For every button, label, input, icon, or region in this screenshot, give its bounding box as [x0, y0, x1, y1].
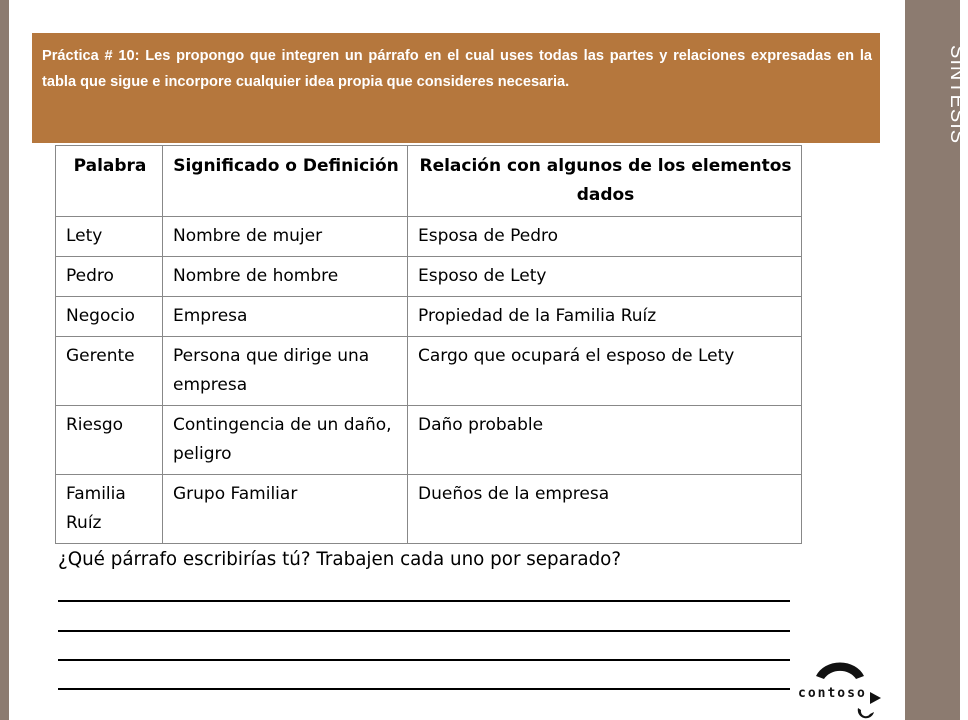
header-word: Palabra: [56, 146, 163, 217]
table-row: [56, 297, 802, 337]
cell-relation: Cargo que ocupará el esposo de Lety: [408, 337, 802, 406]
table-row: [56, 217, 802, 257]
section-title-text: SÍNTESIS: [946, 45, 968, 145]
cell-meaning: Persona que dirige una empresa: [163, 337, 408, 406]
cell-relation: Dueños de la empresa: [408, 475, 802, 544]
cell-word: Familia Ruíz: [56, 475, 163, 544]
table-header-row: [56, 146, 802, 217]
answer-line: [58, 659, 790, 661]
logo-arc-shape: [816, 662, 864, 679]
cell-word: Negocio: [56, 297, 163, 337]
cell-relation: Esposo de Lety: [408, 257, 802, 297]
answer-line: [58, 688, 790, 690]
logo-text: contoso: [798, 686, 867, 701]
left-decorative-bar: [0, 0, 9, 720]
cell-relation: Propiedad de la Familia Ruíz: [408, 297, 802, 337]
table-row: [56, 475, 802, 544]
logo-swirl-shape: [858, 708, 874, 718]
answer-line: [58, 600, 790, 602]
cell-word: Pedro: [56, 257, 163, 297]
vocabulary-table: [55, 145, 802, 544]
answer-line: [58, 630, 790, 632]
cell-relation: Esposa de Pedro: [408, 217, 802, 257]
table-row: [56, 406, 802, 475]
cell-meaning: Nombre de hombre: [163, 257, 408, 297]
table-row: [56, 337, 802, 406]
contoso-logo: [790, 652, 886, 718]
cell-meaning: Nombre de mujer: [163, 217, 408, 257]
cell-meaning: Contingencia de un daño, peligro: [163, 406, 408, 475]
header-relation: Relación con algunos de los elementos dados: [408, 146, 802, 217]
instruction-text: Práctica # 10: Les propongo que integren un párrafo en el cual uses todas las partes y relaciones expresadas en la tabla que sigue e incorpore cualquier idea propia que consideres necesaria.: [42, 48, 872, 90]
cell-word: Gerente: [56, 337, 163, 406]
cell-word: Lety: [56, 217, 163, 257]
header-meaning: Significado o Definición: [163, 146, 408, 217]
cell-word: Riesgo: [56, 406, 163, 475]
cell-relation: Daño probable: [408, 406, 802, 475]
cell-meaning: Empresa: [163, 297, 408, 337]
section-title: [905, 0, 968, 720]
table-row: [56, 257, 802, 297]
instruction-box: [32, 33, 880, 143]
logo-arrow-shape: [870, 692, 881, 704]
question-text: ¿Qué párrafo escribirías tú? Trabajen cada uno por separado?: [58, 549, 622, 570]
cell-meaning: Grupo Familiar: [163, 475, 408, 544]
